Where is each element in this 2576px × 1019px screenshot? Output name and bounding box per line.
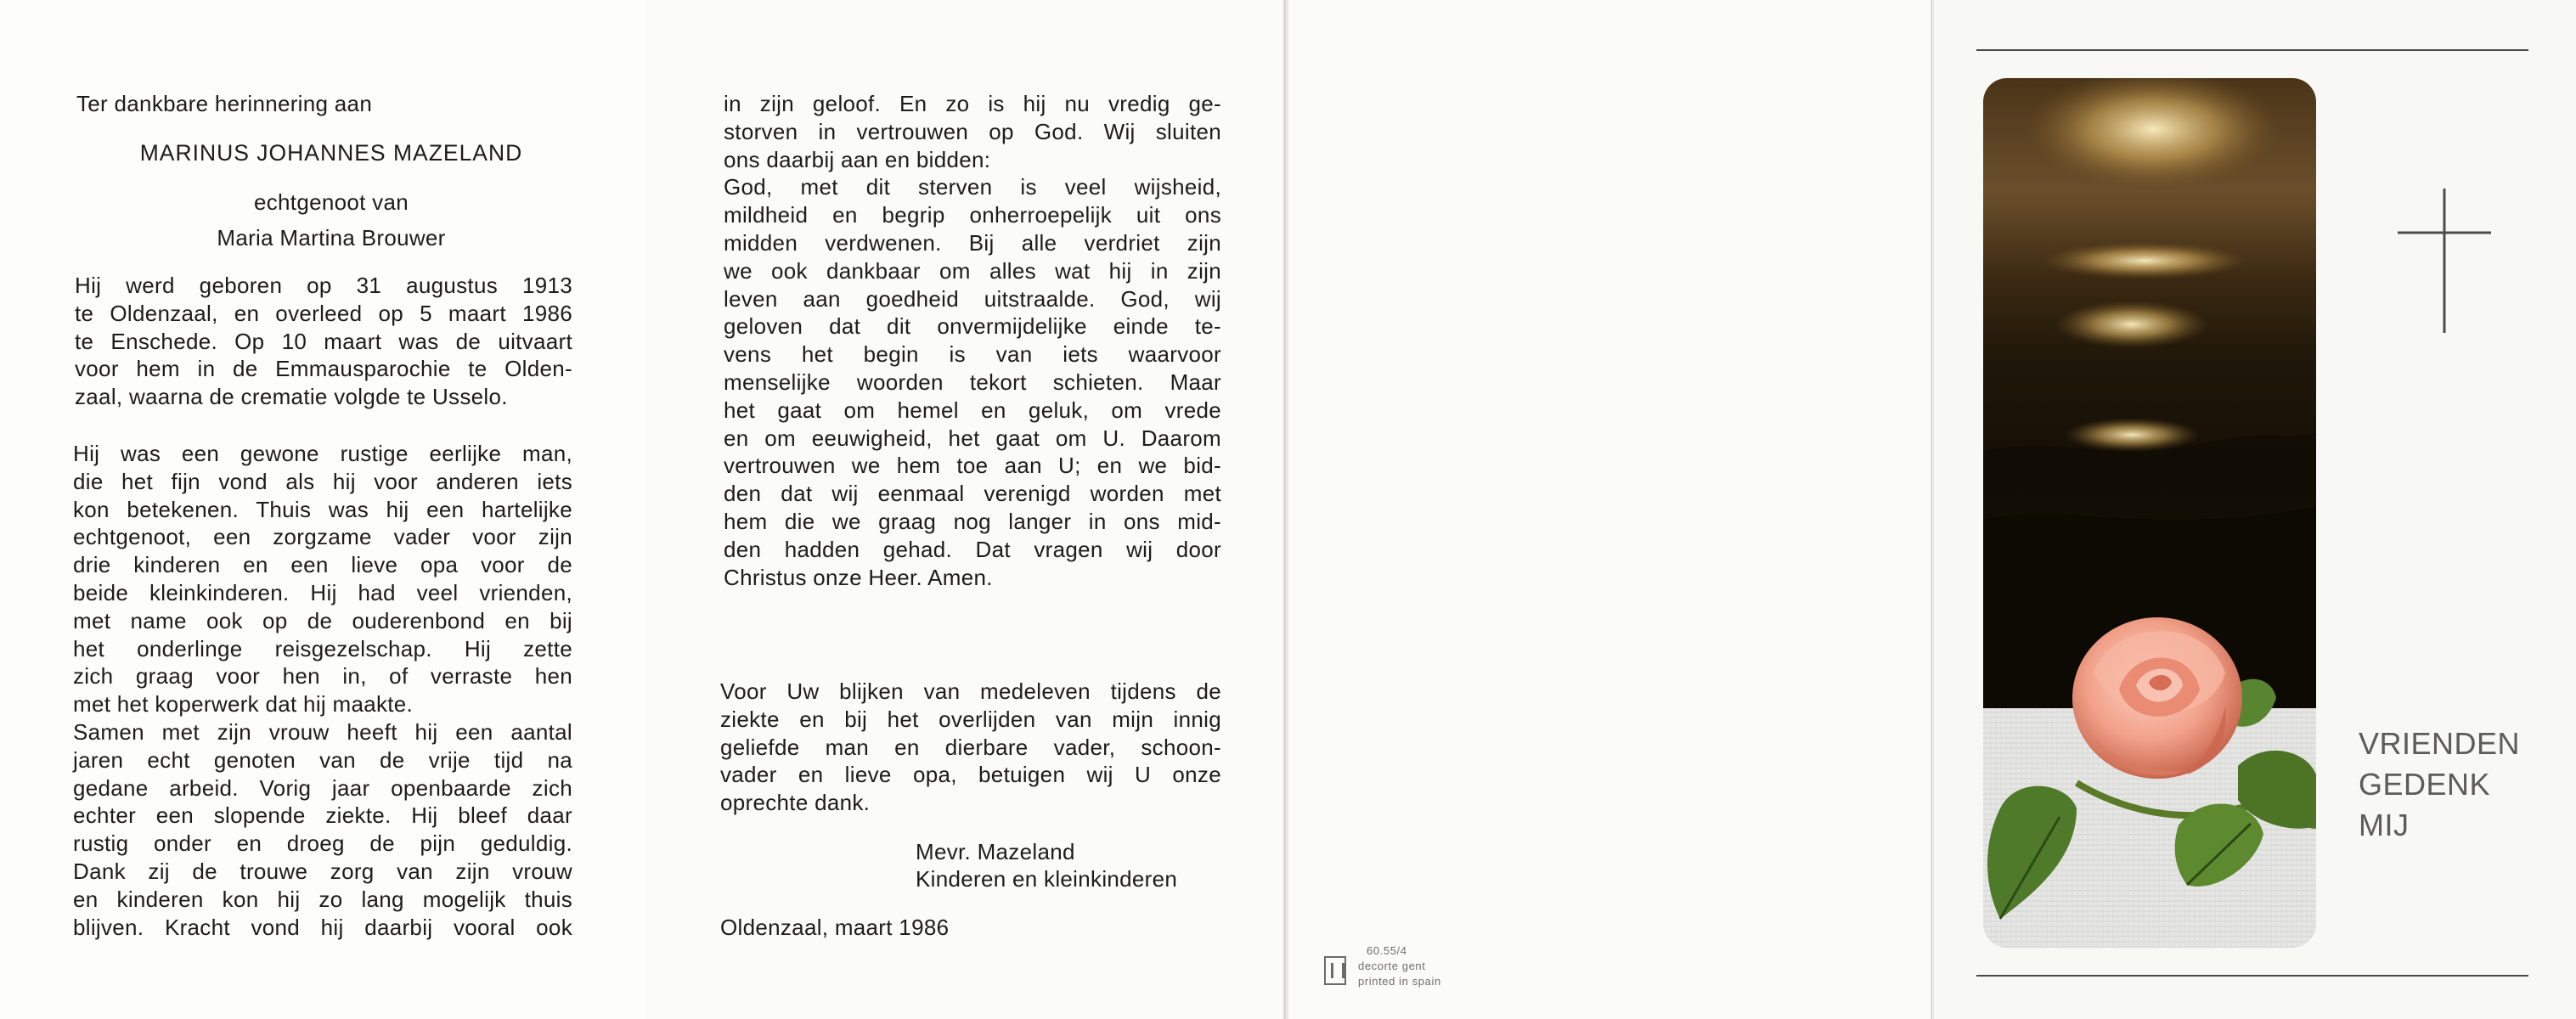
text-line: te Enschede. Op 10 maart was de uitvaart — [75, 328, 572, 354]
text-line: geliefde man en dierbare vader, schoon- — [720, 734, 1221, 760]
motto-line: MIJ — [2359, 808, 2410, 842]
signature-line-2: Kinderen en kleinkinderen — [916, 866, 1178, 892]
text-line: midden verdwenen. Bij alle verdriet zijn — [724, 229, 1221, 256]
text-line: Voor Uw blijken van medeleven tijdens de — [720, 678, 1221, 704]
text-line: vens het begin is van iets waarvoor — [724, 341, 1221, 368]
text-line: gedane arbeid. Vorig jaar openbaarde zich — [73, 774, 572, 801]
text-line: drie kinderen en een lieve opa voor de — [73, 552, 572, 578]
text-line: mildheid en begrip onherroepelijk uit ons — [724, 202, 1221, 228]
text-line: den hadden gehad. Dat vragen wij door — [724, 536, 1221, 562]
motto-line: GEDENK — [2359, 767, 2491, 802]
text-line: geloven dat dit onvermijdelijke einde te- — [724, 313, 1221, 340]
text-line: vader en lieve opa, betuigen wij U onze — [720, 762, 1221, 788]
text-line: God, met dit sterven is veel wijsheid, — [724, 174, 1221, 200]
card-panel-inner — [645, 0, 1286, 1019]
text-line: zich graag voor hen in, of verraste hen — [73, 663, 572, 690]
text-line: rustig onder en droeg de pijn geduldig. — [73, 830, 572, 857]
card-panel-left — [0, 0, 645, 1019]
text-line: voor hem in de Emmausparochie te Olden- — [75, 356, 572, 382]
top-rule — [1976, 49, 2528, 51]
text-line: kon betekenen. Thuis was hij een hartelijke — [73, 496, 572, 522]
card-panel-back — [1288, 0, 1932, 1019]
text-line: met name ook op de ouderenbond en bij — [73, 607, 572, 633]
text-line: echter een slopende ziekte. Hij bleef daar — [73, 802, 572, 829]
prayer-text — [724, 90, 1221, 591]
intro-line: Ter dankbare herinnering aan — [76, 91, 373, 116]
biography-paragraph-2 — [73, 440, 572, 941]
text-line: jaren echt genoten van de vrije tijd na — [73, 746, 572, 773]
text-line: Hij werd geboren op 31 augustus 1913 — [75, 273, 572, 298]
motto-text — [2359, 723, 2520, 846]
text-line: in zijn geloof. En zo is hij nu vredig ge- — [724, 91, 1221, 116]
deceased-name: MARINUS JOHANNES MAZELAND — [139, 140, 523, 166]
text-line: ziekte en bij het overlijden van mijn innig — [720, 706, 1221, 732]
text-line: te Oldenzaal, en overleed op 5 maart 1986 — [75, 300, 572, 326]
text-line: oprechte dank. — [720, 790, 871, 816]
text-line: Hij was een gewone rustige eerlijke man, — [73, 441, 572, 466]
text-line: leven aan goedheid uitstraalde. God, wij — [724, 285, 1221, 312]
cross-icon — [2398, 189, 2491, 333]
text-line: en kinderen kon hij zo lang mogelijk thuis — [73, 886, 572, 912]
place-date: Oldenzaal, maart 1986 — [720, 915, 950, 940]
text-line: met het koperwerk dat hij maakte. — [73, 691, 414, 718]
text-line: zaal, waarna de crematie volgde te Usselo. — [75, 384, 508, 410]
spouse-name: Maria Martina Brouwer — [217, 225, 446, 251]
sunset-rose-photo — [1983, 78, 2316, 948]
printed-in: printed in spain — [1358, 975, 1441, 988]
motto-line: VRIENDEN — [2359, 726, 2521, 761]
text-line: die het fijn vond als hij voor anderen iets — [73, 468, 572, 494]
text-line: storven in vertrouwen op God. Wij sluiten — [724, 118, 1221, 144]
text-line: het onderlinge reisgezelschap. Hij zette — [73, 635, 572, 662]
biography-paragraph-1 — [75, 272, 572, 411]
signature-line-1: Mevr. Mazeland — [916, 839, 1075, 864]
printer-name: decorte gent — [1358, 960, 1426, 972]
text-line: Dank zij de trouwe zorg van zijn vrouw — [73, 858, 572, 884]
text-line: hem die we graag nog langer in ons mid- — [724, 508, 1221, 534]
thanks-paragraph — [720, 678, 1221, 817]
bottom-rule — [1976, 975, 2528, 977]
printer-logo-icon — [1324, 956, 1346, 985]
text-line: menselijke woorden tekort schieten. Maar — [724, 369, 1221, 395]
card-panel-front — [1934, 0, 2576, 1019]
text-line: vertrouwen we hem toe aan U; en we bid- — [724, 453, 1221, 479]
text-line: het gaat om hemel en geluk, om vrede — [724, 397, 1221, 423]
text-line: ons daarbij aan en bidden: — [724, 146, 991, 172]
spouse-label: echtgenoot van — [253, 189, 409, 215]
text-line: beide kleinkinderen. Hij had veel vrienden, — [73, 579, 572, 605]
text-line: den dat wij eenmaal verenigd worden met — [724, 481, 1221, 507]
text-line: en om eeuwigheid, het gaat om U. Daarom — [724, 425, 1221, 451]
print-code: 60.55/4 — [1367, 944, 1407, 957]
text-line: echtgenoot, een zorgzame vader voor zijn — [73, 524, 572, 550]
text-line: blijven. Kracht vond hij daarbij vooral ook — [73, 914, 572, 940]
text-line: we ook dankbaar om alles wat hij in zijn — [724, 257, 1221, 284]
text-line: Samen met zijn vrouw heeft hij een aantal — [73, 718, 572, 745]
text-line: Christus onze Heer. Amen. — [724, 564, 993, 590]
